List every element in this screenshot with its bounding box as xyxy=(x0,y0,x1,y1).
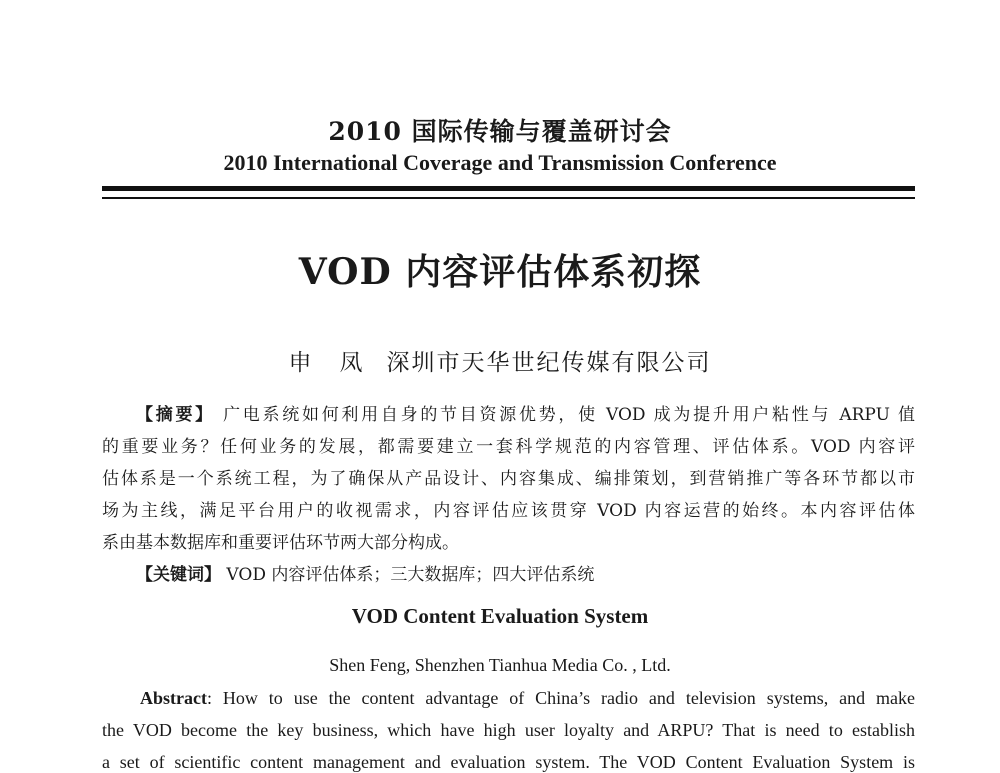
conference-title-en: 2010 International Coverage and Transmission Conference xyxy=(223,150,777,175)
abstract-cn-line: 场为主线，满足平台用户的收视需求，内容评估应该贯穿 VOD 内容运营的始终。本内容评估体 xyxy=(102,501,915,521)
author-name-cn-2: 凤 xyxy=(339,350,365,376)
abstract-en-label: Abstract xyxy=(140,688,207,708)
paper-title-cn: VOD 内容评估体系初探 xyxy=(298,251,702,293)
paper-title-en: VOD Content Evaluation System xyxy=(351,604,649,628)
header-rule-thick xyxy=(102,186,915,191)
abstract-en-line: the VOD become the key business, which have high user loyalty and ARPU? That is need to establish xyxy=(102,720,915,740)
abstract-cn-label: 【摘要】 xyxy=(136,405,215,425)
header-rule-thin xyxy=(102,197,915,199)
author-name-cn: 申 xyxy=(288,350,314,376)
abstract-cn-line: 系由基本数据库和重要评估环节两大部分构成。 xyxy=(102,533,459,553)
abstract-cn-line: 【摘要】 广电系统如何利用自身的节目资源优势，使 VOD 成为提升用户粘性与 ARPU 值 xyxy=(136,405,915,425)
keywords-cn-label: 【关键词】 xyxy=(136,565,221,585)
abstract-en-line: Abstract: How to use the content advantage of China’s radio and television systems, and make xyxy=(140,688,915,708)
conference-title-cn: 2010 国际传输与覆盖研讨会 xyxy=(328,117,672,146)
abstract-cn-line: 的重要业务？任何业务的发展，都需要建立一套科学规范的内容管理、评估体系。VOD 内容评 xyxy=(102,437,915,457)
affiliation-cn: 深圳市天华世纪传媒有限公司 xyxy=(386,350,712,376)
author-line-en: Shen Feng, Shenzhen Tianhua Media Co. , Ltd. xyxy=(329,655,671,675)
author-line-cn xyxy=(0,344,1000,377)
keywords-cn xyxy=(102,560,949,585)
keywords-cn-text: VOD 内容评估体系；三大数据库；四大评估系统 xyxy=(226,565,595,585)
abstract-en-line: a set of scientific content management and evaluation system. The VOD Content Evaluation System is xyxy=(102,752,915,772)
abstract-cn-line: 估体系是一个系统工程，为了确保从产品设计、内容集成、编排策划，到营销推广等各环节都以市 xyxy=(102,469,915,489)
